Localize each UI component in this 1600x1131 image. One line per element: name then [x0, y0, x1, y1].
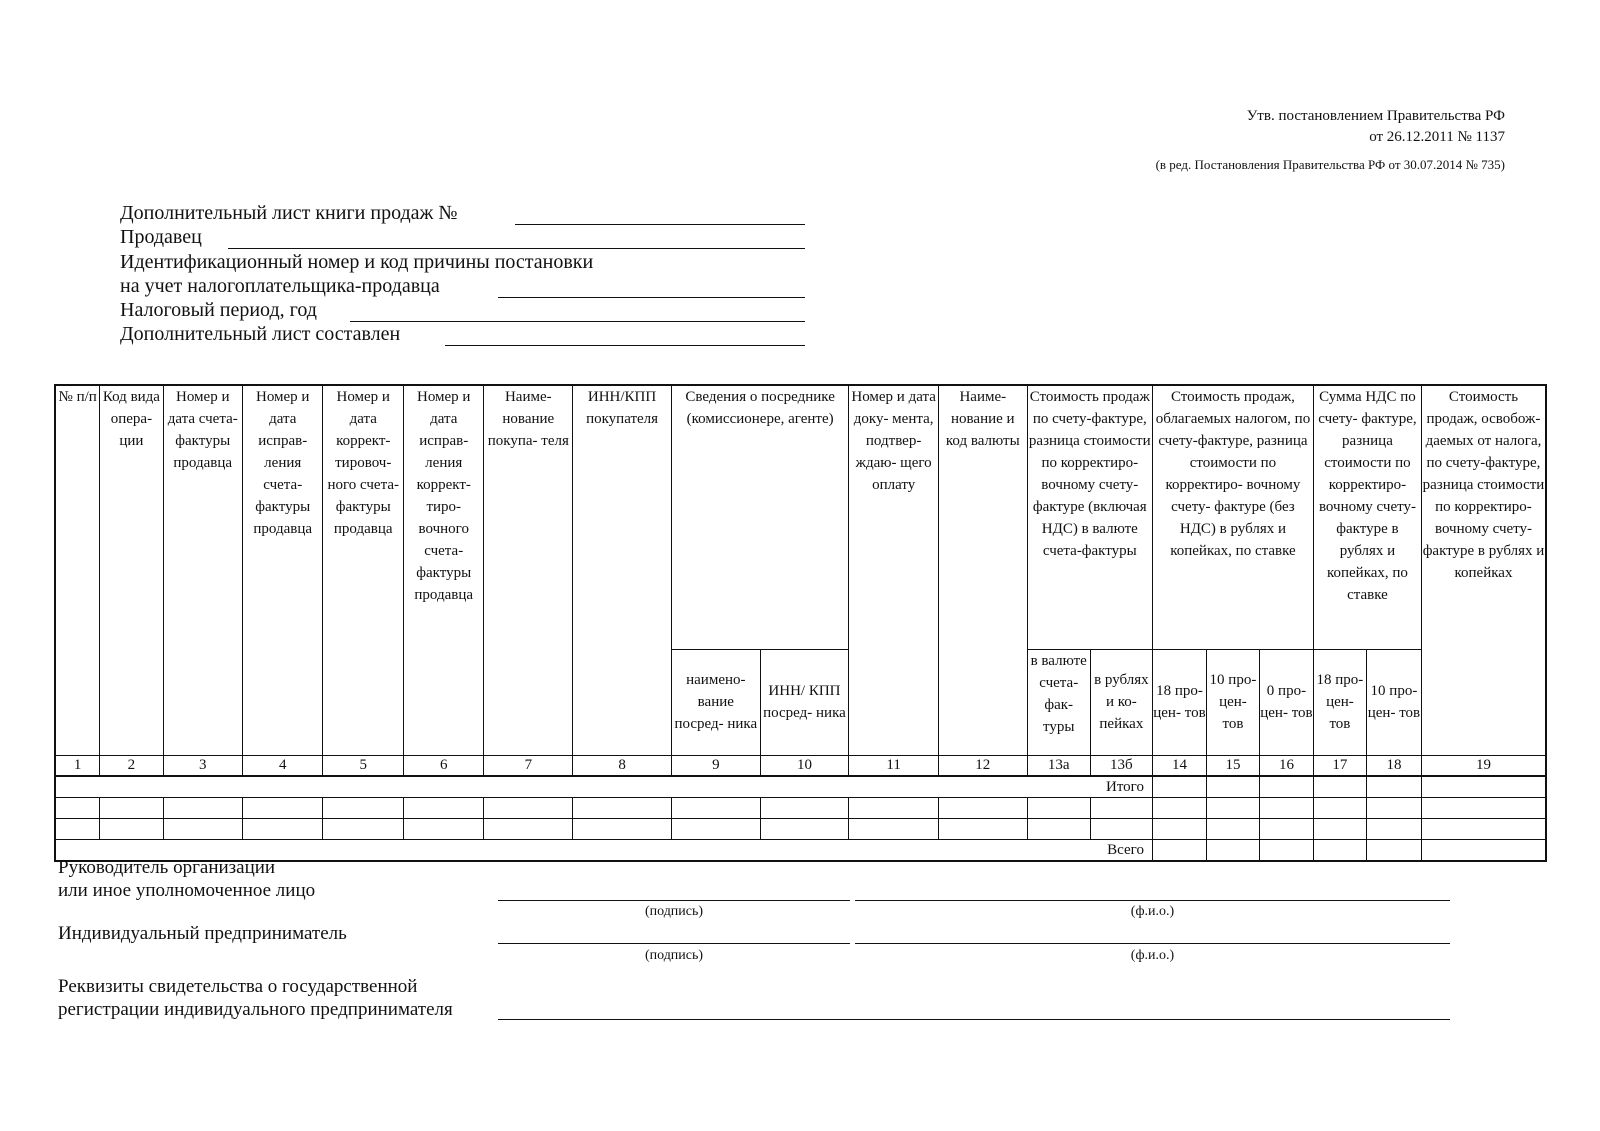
cell[interactable] — [849, 818, 939, 839]
cell[interactable] — [1152, 797, 1206, 818]
col-number: 8 — [573, 755, 672, 776]
cell[interactable] — [1421, 818, 1546, 839]
cell[interactable] — [323, 818, 404, 839]
head-label-line-1: Руководитель организации — [58, 857, 276, 878]
cell[interactable] — [323, 797, 404, 818]
col-h2: Код вида опера- ции — [100, 385, 163, 755]
signature-caption: (подпись) — [644, 948, 704, 963]
cell[interactable] — [403, 797, 484, 818]
approval-block — [1156, 106, 1505, 175]
cell[interactable] — [1366, 818, 1421, 839]
compiled-line[interactable] — [445, 345, 805, 346]
col-h18: 10 про- цен- тов — [1366, 649, 1421, 755]
cell[interactable] — [849, 797, 939, 818]
cell[interactable] — [100, 818, 163, 839]
col-number: 18 — [1366, 755, 1421, 776]
cell[interactable] — [484, 797, 573, 818]
cell[interactable] — [1313, 797, 1366, 818]
cell[interactable] — [1259, 818, 1313, 839]
cell[interactable] — [403, 818, 484, 839]
col-number: 12 — [938, 755, 1027, 776]
itogo-cell-14[interactable] — [1152, 776, 1206, 798]
cell[interactable] — [1206, 818, 1259, 839]
col-number: 15 — [1206, 755, 1259, 776]
cell[interactable] — [760, 818, 849, 839]
col-number: 2 — [100, 755, 163, 776]
col-h13a: в валюте счета- фак- туры — [1027, 649, 1090, 755]
col-number: 16 — [1259, 755, 1313, 776]
cell[interactable] — [760, 797, 849, 818]
col-number: 10 — [760, 755, 849, 776]
vsego-cell-19[interactable] — [1421, 839, 1546, 861]
col-number: 4 — [242, 755, 323, 776]
col-number: 13а — [1027, 755, 1090, 776]
seller-line[interactable] — [228, 248, 805, 249]
vsego-cell-17[interactable] — [1313, 839, 1366, 861]
col-h15: 10 про- цен- тов — [1206, 649, 1259, 755]
header-row-top — [55, 385, 1546, 649]
cell[interactable] — [573, 797, 672, 818]
col-h5: Номер и дата коррект- тировоч- ного счета- фактуры продавца — [323, 385, 404, 755]
cell[interactable] — [55, 797, 100, 818]
cell[interactable] — [1152, 818, 1206, 839]
col-h7: Наиме- нование покупа- теля — [484, 385, 573, 755]
seller-label: Продавец — [120, 226, 202, 248]
sheet-number-line[interactable] — [515, 224, 805, 225]
period-label: Налоговый период, год — [120, 299, 317, 321]
inn-label-line-1: Идентификационный номер и код причины постановки — [120, 251, 594, 273]
table-row — [55, 818, 1546, 839]
fio-caption: (ф.и.о.) — [1130, 904, 1175, 919]
itogo-cell-18[interactable] — [1366, 776, 1421, 798]
col-h11: Номер и дата доку- мента, подтвер- ждаю- щего оплату — [849, 385, 939, 755]
vsego-row — [55, 839, 1546, 861]
head-signature-line[interactable] — [498, 900, 850, 901]
approval-line-1: Утв. постановлением Правительства РФ — [1246, 108, 1505, 124]
col-h12: Наиме- нование и код валюты — [938, 385, 1027, 755]
cell[interactable] — [1421, 797, 1546, 818]
ip-fio-line[interactable] — [855, 943, 1450, 944]
cell[interactable] — [1090, 818, 1152, 839]
col-number: 6 — [403, 755, 484, 776]
col-h16: 0 про- цен- тов — [1259, 649, 1313, 755]
signature-caption: (подпись) — [644, 904, 704, 919]
col-number: 3 — [163, 755, 242, 776]
cell[interactable] — [484, 818, 573, 839]
cell[interactable] — [1206, 797, 1259, 818]
cell[interactable] — [163, 818, 242, 839]
cell[interactable] — [1259, 797, 1313, 818]
col-number: 17 — [1313, 755, 1366, 776]
table-row — [55, 797, 1546, 818]
itogo-cell-15[interactable] — [1206, 776, 1259, 798]
head-label-line-2: или иное уполномоченное лицо — [58, 880, 316, 901]
approval-line-3: (в ред. Постановления Правительства РФ от 30.07.2014 № 735) — [1155, 157, 1505, 172]
inn-line[interactable] — [498, 297, 805, 298]
cell[interactable] — [573, 818, 672, 839]
period-line[interactable] — [350, 321, 805, 322]
cell[interactable] — [671, 818, 760, 839]
col-h10: ИНН/ КПП посред- ника — [760, 649, 849, 755]
vsego-cell-14[interactable] — [1152, 839, 1206, 861]
itogo-cell-19[interactable] — [1421, 776, 1546, 798]
cell[interactable] — [242, 818, 323, 839]
col-h13b: в рублях и ко- пейках — [1090, 649, 1152, 755]
cell[interactable] — [1027, 797, 1090, 818]
requisites-line[interactable] — [498, 1019, 1450, 1020]
col-number: 11 — [849, 755, 939, 776]
cell[interactable] — [1027, 818, 1090, 839]
col-h17-18: Сумма НДС по счету- фактуре, разница стоимости по корректиро- вочному счету- фактуре в рублях и копейках, по ставке — [1313, 385, 1421, 649]
cell[interactable] — [100, 797, 163, 818]
col-h1: № п/п — [55, 385, 100, 755]
ip-signature-line[interactable] — [498, 943, 850, 944]
approval-line-2: от 26.12.2011 № 1137 — [1369, 129, 1505, 145]
col-h14: 18 про- цен- тов — [1152, 649, 1206, 755]
col-h13: Стоимость продаж по счету-фактуре, разница стоимости по корректиро- вочному счету- фактуре (включая НДС) в валюте счета-фактуры — [1027, 385, 1152, 649]
sales-book-table — [54, 384, 1547, 862]
col-number: 5 — [323, 755, 404, 776]
column-numbers-row — [55, 755, 1546, 776]
vsego-cell-18[interactable] — [1366, 839, 1421, 861]
col-number: 7 — [484, 755, 573, 776]
col-h17: 18 про- цен- тов — [1313, 649, 1366, 755]
vsego-cell-15[interactable] — [1206, 839, 1259, 861]
requisites-label-line-1: Реквизиты свидетельства о государственной — [58, 976, 418, 997]
compiled-label: Дополнительный лист составлен — [120, 323, 401, 345]
col-h3: Номер и дата счета- фактуры продавца — [163, 385, 242, 755]
col-h9: наимено- вание посред- ника — [671, 649, 760, 755]
col-number: 13б — [1090, 755, 1152, 776]
cell[interactable] — [671, 797, 760, 818]
sheet-title: Дополнительный лист книги продаж № — [120, 202, 458, 224]
col-number: 14 — [1152, 755, 1206, 776]
cell[interactable] — [242, 797, 323, 818]
fio-caption: (ф.и.о.) — [1130, 948, 1175, 963]
head-fio-line[interactable] — [855, 900, 1450, 901]
requisites-label-line-2: регистрации индивидуального предпринимателя — [58, 999, 453, 1020]
col-h19: Стоимость продаж, освобож- даемых от налога, по счету-фактуре, разница стоимости по корректиро- вочному счету-фактуре в рублях и копейках — [1421, 385, 1546, 755]
col-h14-16: Стоимость продаж, облагаемых налогом, по счету-фактуре, разница стоимости по корректиро- вочному счету- фактуре (без НДС) в рублях и копейках, по ставке — [1152, 385, 1313, 649]
itogo-cell-16[interactable] — [1259, 776, 1313, 798]
cell[interactable] — [1313, 818, 1366, 839]
cell[interactable] — [1366, 797, 1421, 818]
cell[interactable] — [938, 818, 1027, 839]
col-number: 9 — [671, 755, 760, 776]
inn-label-line-2: на учет налогоплательщика-продавца — [120, 275, 440, 297]
itogo-cell-17[interactable] — [1313, 776, 1366, 798]
col-number: 19 — [1421, 755, 1546, 776]
cell[interactable] — [1090, 797, 1152, 818]
col-h8: ИНН/КПП покупателя — [573, 385, 672, 755]
itogo-label: Итого — [55, 776, 1152, 798]
cell[interactable] — [163, 797, 242, 818]
vsego-cell-16[interactable] — [1259, 839, 1313, 861]
cell[interactable] — [55, 818, 100, 839]
cell[interactable] — [938, 797, 1027, 818]
col-h9-10: Сведения о посреднике (комиссионере, агенте) — [671, 385, 848, 649]
ip-label: Индивидуальный предприниматель — [58, 923, 347, 944]
col-number: 1 — [55, 755, 100, 776]
itogo-row — [55, 776, 1546, 798]
vsego-label: Всего — [55, 839, 1152, 861]
col-h4: Номер и дата исправ- ления счета- фактуры продавца — [242, 385, 323, 755]
col-h6: Номер и дата исправ- ления коррект- тиро- вочного счета- фактуры продавца — [403, 385, 484, 755]
